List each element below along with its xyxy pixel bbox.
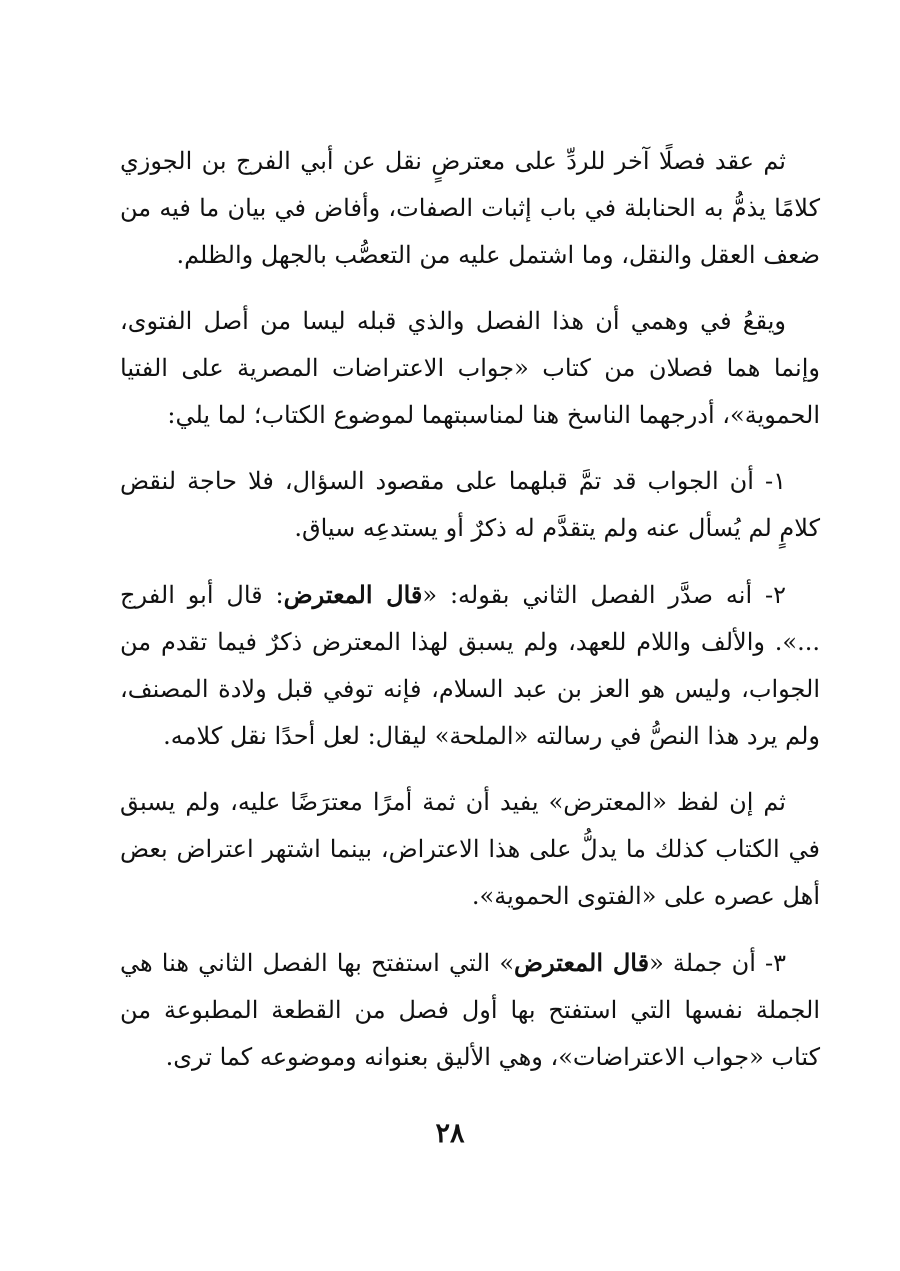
paragraph-6 bbox=[120, 939, 820, 1081]
quoted-term-bold: قال المعترض bbox=[514, 948, 650, 977]
paragraph-6-lead: ٣- أن جملة « bbox=[649, 949, 786, 977]
paragraph-3: ١- أن الجواب قد تمَّ قبلهما على مقصود السؤال، فلا حاجة لنقض كلامٍ لم يُسأل عنه ولم يتقدَّم له ذكرٌ أو يستدعِه سياق. bbox=[120, 467, 820, 542]
quoted-term-bold: قال المعترض bbox=[283, 580, 423, 609]
paragraph-4 bbox=[120, 571, 820, 760]
paragraph-6-rest: » التي استفتح بها الفصل الثاني هنا هي الجملة نفسها التي استفتح بها أول فصل من القطعة المطبوعة من كتاب «جواب الاعتراضات»، وهي الأليق بعنوانه وموضوعه كما ترى. bbox=[120, 949, 820, 1071]
body-text bbox=[120, 138, 820, 1100]
paragraph-1: ثم عقد فصلًا آخر للردِّ على معترضٍ نقل عن أبي الفرج بن الجوزي كلامًا يذمُّ به الحنابلة في باب إثبات الصفات، وأفاض في بيان ما فيه من ضعف العقل والنقل، وما اشتمل عليه من التعصُّب بالجهل والظلم. bbox=[120, 147, 820, 269]
page-number: ٢٨ bbox=[435, 1118, 465, 1149]
paragraph-4-rest: : قال أبو الفرج ...». والألف واللام للعهد، ولم يسبق لهذا المعترض ذكرٌ فيما تقدم من الجواب، وليس هو العز بن عبد السلام، فإنه توفي قبل ولادة المصنف، ولم يرد هذا النصُّ في رسالته «الملحة» ليقال: لعل أحدًا نقل كلامه. bbox=[120, 581, 820, 750]
paragraph-4-lead: ٢- أنه صدَّر الفصل الثاني بقوله: « bbox=[422, 581, 787, 609]
paragraph-5: ثم إن لفظ «المعترض» يفيد أن ثمة أمرًا معترَضًا عليه، ولم يسبق في الكتاب كذلك ما يدلُّ على هذا الاعتراض، بينما اشتهر اعتراض بعض أهل عصره على «الفتوى الحموية». bbox=[120, 788, 820, 910]
paragraph-2: ويقعُ في وهمي أن هذا الفصل والذي قبله ليسا من أصل الفتوى، وإنما هما فصلان من كتاب «جواب الاعتراضات المصرية على الفتيا الحموية»، أدرجهما الناسخ هنا لمناسبتهما لموضوع الكتاب؛ لما يلي: bbox=[120, 307, 820, 429]
